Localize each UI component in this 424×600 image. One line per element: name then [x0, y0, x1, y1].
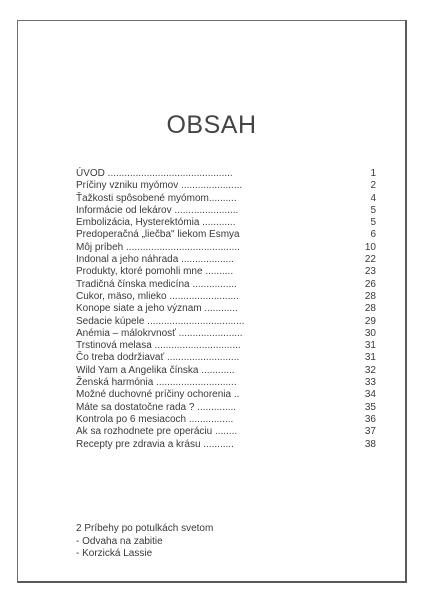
- toc-entry-label: Ťažkosti spôsobené myómom..........: [76, 192, 237, 204]
- toc-entry: [76, 303, 376, 315]
- toc-entry-page: 28: [364, 290, 376, 302]
- toc-entry: [76, 389, 376, 401]
- toc-entry-label: Máte sa dostatočne rada ? ..............: [76, 401, 237, 413]
- toc-entry-label: Kontrola po 6 mesiacoch ................: [76, 413, 234, 425]
- toc-entry: [76, 229, 376, 241]
- toc-entry-label: Sedacie kúpele ...................................: [76, 315, 245, 327]
- document-page: [17, 20, 407, 583]
- toc-entry: [76, 193, 376, 205]
- toc-entry-label: Indonal a jeho náhrada ...................: [76, 254, 234, 266]
- toc-entry-page: 26: [364, 278, 376, 290]
- toc-entry-page: 2: [370, 180, 376, 192]
- toc-entry: [76, 340, 376, 352]
- page-title: OBSAH: [166, 111, 257, 139]
- toc-entry-label: Recepty pre zdravia a krásu ...........: [76, 438, 234, 450]
- toc-entry-label: Príčiny vzniku myómov ......................: [76, 180, 243, 192]
- toc-entry-page: 1: [370, 168, 376, 179]
- toc-entry: [76, 316, 376, 328]
- toc-entry-label: Ak sa rozhodnete pre operáciu ........: [76, 426, 238, 438]
- toc-entry: [76, 328, 376, 340]
- story-item: - Korzická Lassie: [76, 548, 153, 559]
- toc-entry-label: Cukor, mäso, mlieko .........................: [76, 290, 239, 302]
- toc-entry: [76, 217, 376, 229]
- toc-entry-label: Možné duchovné príčiny ochorenia ..: [76, 389, 240, 401]
- stories-heading: 2 Príbehy po potulkách svetom: [76, 523, 214, 534]
- story-item: - Odvaha na zabitie: [76, 535, 163, 547]
- toc-entry: [76, 439, 376, 451]
- toc-entry-label: Konope siate a jeho význam ............: [76, 303, 238, 315]
- toc-entry-label: Predoperačná „liečba" liekom Esmya: [76, 229, 240, 241]
- toc-entry-page: 28: [364, 303, 376, 315]
- toc-entry: [76, 402, 376, 414]
- toc-entry-label: Anémia – málokrvnosť .......................: [76, 327, 243, 339]
- toc-entry-label: Wild Yam a Angelika čínska ............: [76, 364, 235, 376]
- toc-entry-page: 30: [364, 327, 376, 339]
- toc-entry-page: 33: [364, 377, 376, 389]
- toc-entry-page: 10: [364, 241, 376, 253]
- toc-entry-label: Produkty, ktoré pomohli mne ..........: [76, 266, 234, 278]
- toc-entry: [76, 205, 376, 217]
- toc-entry-page: 5: [370, 217, 376, 229]
- toc-entry-page: 34: [364, 389, 376, 401]
- stories-list: [76, 523, 356, 561]
- toc-entry-page: 35: [364, 401, 376, 413]
- toc-entry-label: Ženská harmónia .............................: [76, 377, 237, 389]
- toc-entry-label: Embolizácia, Hysterektómia ............: [76, 217, 236, 229]
- toc-entry: [76, 377, 376, 389]
- toc-entry-label: Trstinová melasa ...............................: [76, 340, 241, 352]
- toc-entry-page: 5: [370, 204, 376, 216]
- toc-entry-page: 36: [364, 413, 376, 425]
- toc-entry: [76, 426, 376, 438]
- toc-entry-page: 37: [364, 426, 376, 438]
- toc-entry-page: 23: [364, 266, 376, 278]
- toc-entry: [76, 254, 376, 266]
- toc-entry-label: Informácie od lekárov .......................: [76, 204, 239, 216]
- toc-entry: [76, 279, 376, 291]
- toc-entry-label: Tradičná čínska medicína ................: [76, 278, 237, 290]
- toc-entry-label: Môj príbeh .........................................: [76, 241, 240, 253]
- toc-entry: [76, 168, 376, 180]
- toc-entry-page: 29: [364, 315, 376, 327]
- toc-entry: [76, 291, 376, 303]
- toc-entry: [76, 180, 376, 192]
- toc-entry: [76, 414, 376, 426]
- toc-entry-label: ÚVOD .............................................: [76, 168, 233, 179]
- toc-entry: [76, 352, 376, 364]
- toc-entry: [76, 242, 376, 254]
- toc-entry-label: Čo treba dodržiavať ..........................: [76, 352, 240, 364]
- toc-entry-page: 31: [364, 340, 376, 352]
- toc-entry-page: 22: [364, 254, 376, 266]
- table-of-contents: [76, 168, 376, 451]
- toc-entry: [76, 266, 376, 278]
- toc-entry-page: 32: [364, 364, 376, 376]
- toc-entry-page: 6: [370, 229, 376, 241]
- toc-entry: [76, 365, 376, 377]
- toc-entry-page: 4: [370, 192, 376, 204]
- toc-entry-page: 38: [364, 438, 376, 450]
- toc-entry-page: 31: [364, 352, 376, 364]
